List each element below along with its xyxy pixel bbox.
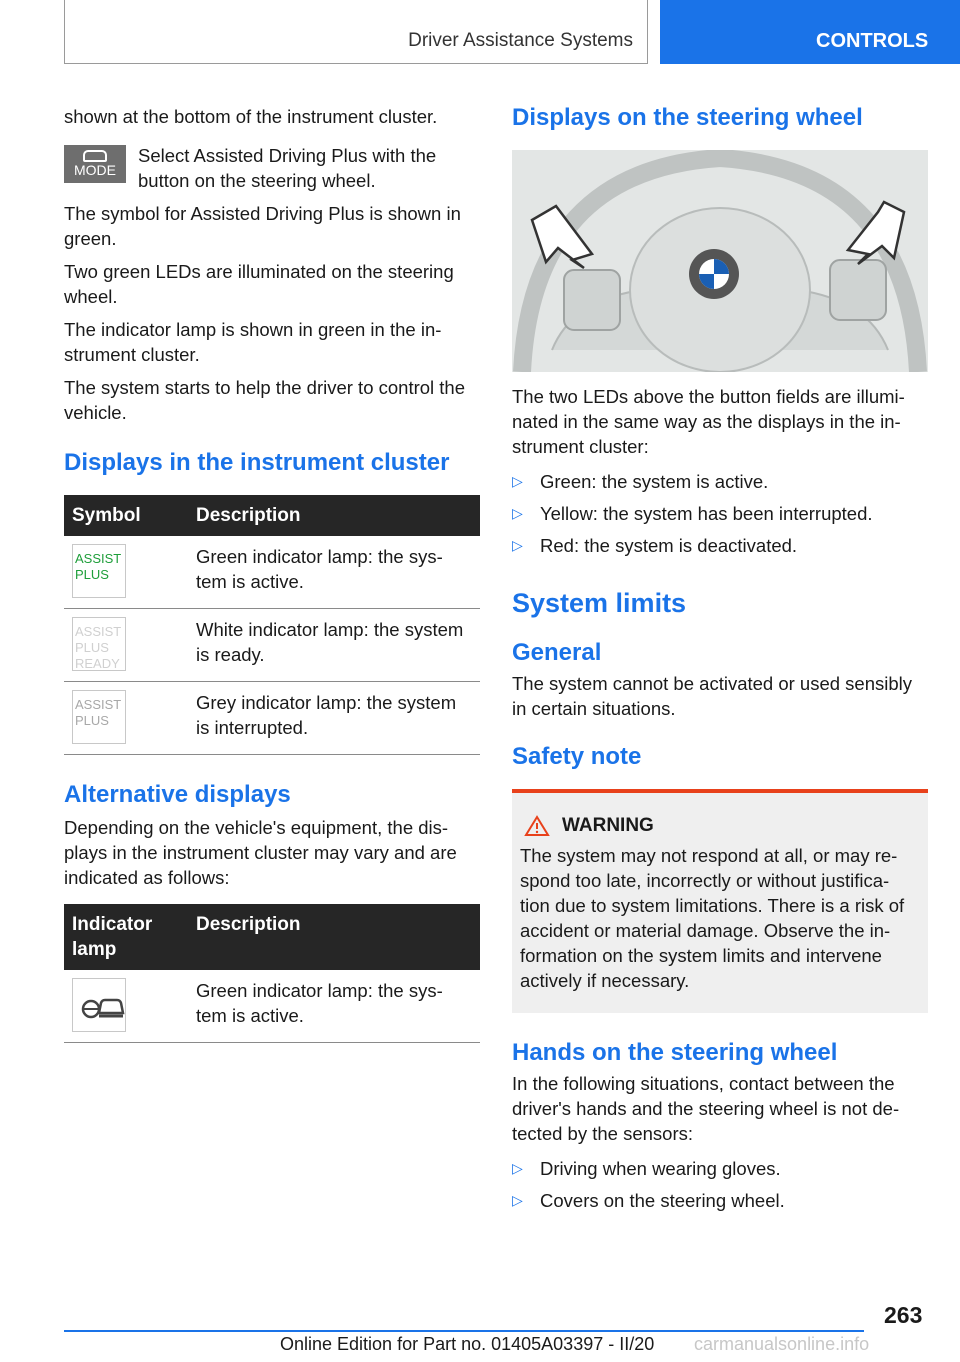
footer-divider: [64, 1330, 864, 1332]
paragraph: The indicator lamp is shown in green in the in- strument cluster.: [64, 319, 442, 365]
paragraph: The system cannot be activated or used sensibly in certain situations.: [512, 673, 913, 719]
triangle-bullet-icon: ▷: [512, 1192, 523, 1208]
alternative-display-table: [64, 904, 480, 1043]
paragraph: shown at the bottom of the instrument cluster.: [64, 106, 438, 127]
footer-edition: Online Edition for Part no. 01405A03397 - II/20: [280, 1334, 655, 1354]
page-number: 263: [884, 1302, 923, 1328]
warning-box: [512, 789, 928, 1013]
warning-text: The system may not respond at all, or may re- spond too late, incorrectly or without justifica- tion due to system limitations. There is a risk of accident or material damage. Observe the in- formation on the system limits and intervene actively if necessary.: [520, 845, 905, 991]
warning-header: [524, 815, 920, 837]
assist-plus-grey-icon: ASSIST PLUS: [72, 690, 126, 744]
right-column: [512, 100, 928, 1220]
heading-steering-wheel-displays: Displays on the steering wheel: [512, 104, 863, 131]
left-column: [64, 100, 480, 1043]
assist-plus-green-icon: ASSIST PLUS: [72, 544, 126, 598]
warning-triangle-icon: [524, 815, 550, 837]
triangle-bullet-icon: ▷: [512, 537, 523, 553]
mode-instruction: [64, 143, 480, 193]
heading-general: General: [512, 639, 602, 666]
lane-assist-cars-icon: [72, 978, 126, 1032]
paragraph: The two LEDs above the button fields are illumi- nated in the same way as the displays in the in- strument cluster:: [512, 386, 905, 457]
paragraph: The system starts to help the driver to control the vehicle.: [64, 377, 466, 423]
cluster-symbol-table: [64, 495, 480, 755]
row-description: Green indicator lamp: the sys- tem is active.: [188, 536, 480, 609]
steering-wheel-icon: [512, 150, 928, 372]
column-header-symbol: Symbol: [64, 495, 188, 536]
mode-button-icon: [64, 145, 126, 183]
table-row: [64, 682, 480, 755]
paragraph: Depending on the vehicle's equipment, the dis- plays in the instrument cluster may vary and are indicated as follows:: [64, 817, 457, 888]
heading-hands-on-wheel: Hands on the steering wheel: [512, 1039, 838, 1066]
row-description: Grey indicator lamp: the system is interrupted.: [188, 682, 480, 755]
list-item: ▷ Driving when wearing gloves.: [512, 1158, 781, 1179]
triangle-bullet-icon: ▷: [512, 1160, 523, 1176]
heading-alternative-displays: Alternative displays: [64, 781, 291, 808]
header-section-title: Driver Assistance Systems: [408, 30, 633, 51]
triangle-bullet-icon: ▷: [512, 473, 523, 489]
table-row: [64, 970, 480, 1043]
table-row: [64, 536, 480, 609]
column-header-indicator: Indicator lamp: [64, 904, 188, 970]
mode-icon-label: MODE: [74, 162, 116, 178]
row-description: White indicator lamp: the system is ready.: [188, 609, 480, 682]
header-section-box: [64, 0, 648, 64]
column-header-description: Description: [188, 904, 480, 970]
paragraph: Two green LEDs are illuminated on the steering wheel.: [64, 261, 454, 307]
warning-title: WARNING: [562, 815, 654, 836]
mode-instruction-text: Select Assisted Driving Plus with the button on the steering wheel.: [138, 145, 437, 191]
header-chapter-tab[interactable]: CONTROLS: [660, 0, 960, 64]
paragraph: In the following situations, contact between the driver's hands and the steering wheel is not de- tected by the sensors:: [512, 1073, 900, 1144]
list-item: ▷ Yellow: the system has been interrupted.: [512, 503, 873, 524]
car-icon: [83, 150, 107, 162]
paragraph: The symbol for Assisted Driving Plus is shown in green.: [64, 203, 461, 249]
column-header-description: Description: [188, 495, 480, 536]
triangle-bullet-icon: ▷: [512, 505, 523, 521]
list-item: ▷ Green: the system is active.: [512, 471, 769, 492]
heading-system-limits: System limits: [512, 588, 687, 618]
assist-plus-ready-white-icon: ASSIST PLUS READY: [72, 617, 126, 671]
heading-instrument-cluster: Displays in the instrument cluster: [64, 449, 450, 476]
footer-watermark[interactable]: carmanualsonline.info: [694, 1334, 870, 1354]
heading-safety-note: Safety note: [512, 743, 642, 770]
steering-wheel-illustration: [512, 150, 928, 372]
list-item: ▷ Red: the system is deactivated.: [512, 535, 798, 556]
row-description: Green indicator lamp: the sys- tem is active.: [188, 970, 480, 1043]
list-item: ▷ Covers on the steering wheel.: [512, 1190, 785, 1211]
table-row: [64, 609, 480, 682]
